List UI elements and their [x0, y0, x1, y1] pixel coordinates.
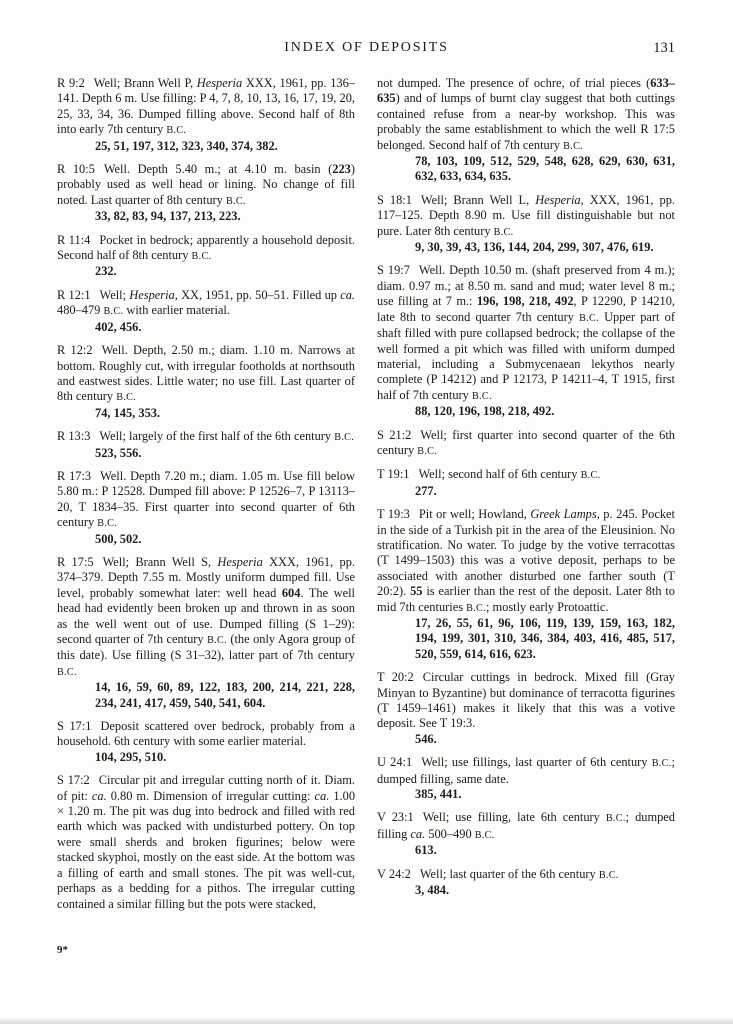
catalogue-numbers: 3, 484. [415, 883, 450, 898]
catalogue-ref-inline: 196, 198, 218, 492 [476, 294, 574, 309]
italic-text: ca. [91, 788, 107, 803]
running-title: INDEX OF DEPOSITS [284, 40, 449, 55]
body-text: B.C. [116, 392, 137, 404]
entry-text [57, 429, 355, 445]
body-text: (the only Agora group of this date). Use filling (S 31–32), latter part of 7th century [57, 632, 355, 663]
scan-edge [0, 1017, 733, 1024]
catalogue-numbers: 78, 103, 109, 512, 529, 548, 628, 629, 630, 631, 632, 633, 634, 635. [415, 154, 675, 184]
deposit-grid-reference: R 9:2 [57, 76, 85, 90]
deposit-entry [57, 162, 355, 225]
catalogue-numbers: 14, 16, 59, 60, 89, 122, 183, 200, 214, 221, 228, 234, 241, 417, 459, 540, 541, 604. [95, 680, 355, 710]
entry-text [377, 263, 675, 404]
body-text: , P 12290, P 14210, late 8th to second quarter 7th century [377, 294, 675, 324]
deposit-grid-reference: R 17:5 [57, 554, 94, 569]
deposit-entry [377, 428, 675, 460]
signature-mark: 9* [57, 944, 68, 956]
left-column [57, 76, 355, 920]
deposit-entry [57, 288, 355, 335]
body-text: ; dumped filling [377, 810, 675, 841]
body-text: B.C. [563, 140, 583, 152]
body-text: ) and of lumps of burnt clay suggest that both cuttings contained refuse from a near-by workshop. This was probably the same establishment to which the well R 17:5 belonged. Second half of 7th century [377, 91, 675, 152]
entry-text [377, 428, 675, 460]
catalogue-numbers: 500, 502. [95, 531, 142, 546]
entry-text [57, 233, 355, 265]
body-text: B.C. [417, 445, 438, 457]
deposit-entry [57, 233, 355, 280]
body-text: Well; Brann Well P, [93, 76, 197, 90]
body-text: B.C. [651, 758, 672, 770]
body-text: Deposit scattered over bedrock, probably from a household. 6th century with some earlier material. [57, 719, 355, 749]
body-text: , XX, 1951, pp. 50–51. Filled up [174, 287, 341, 302]
deposit-entry [57, 469, 355, 547]
entry-text [377, 507, 675, 616]
deposit-grid-reference: R 12:2 [57, 343, 93, 358]
page-number: 131 [653, 40, 675, 56]
body-text: B.C. [225, 195, 246, 207]
entry-text [57, 719, 355, 750]
entry-text [377, 755, 675, 787]
text-columns [57, 76, 676, 920]
deposit-grid-reference: R 13:3 [57, 429, 91, 444]
body-text: Well. Depth 5.40 m.; at 4.10 m. basin ( [103, 162, 333, 177]
deposit-entry [377, 670, 675, 747]
body-text: Well. Depth, 2.50 m.; diam. 1.10 m. Narrows at bottom. Roughly cut, with irregular footholds at northsouth and eastwest sides. Little water; no use fill. Last quarter of 8th century [57, 343, 356, 404]
italic-text: Hesperia [217, 554, 263, 569]
deposit-grid-reference: R 17:3 [57, 468, 92, 483]
deposit-grid-reference: S 21:2 [377, 427, 412, 442]
entry-text [377, 467, 675, 483]
deposit-entry [377, 755, 675, 802]
entry-text [377, 867, 675, 883]
deposit-grid-reference: T 20:2 [377, 670, 414, 685]
deposit-entry [377, 263, 675, 419]
entry-text [57, 76, 355, 139]
catalogue-numbers: 277. [415, 483, 437, 498]
deposit-grid-reference: V 24:2 [377, 866, 411, 881]
body-text: with earlier material. [123, 303, 230, 318]
entry-text [377, 76, 675, 154]
deposit-grid-reference: S 17:1 [57, 719, 92, 734]
body-text: B.C. [191, 251, 212, 263]
body-text: Circular pit and irregular cutting north of it. Diam. of pit: [57, 773, 355, 803]
italic-text: Greek Lamps [530, 507, 597, 522]
catalogue-numbers: 9, 30, 39, 43, 136, 144, 204, 299, 307, 476, 619. [415, 240, 654, 255]
italic-text: ca. [314, 788, 330, 803]
page-header [57, 40, 676, 60]
entry-text [377, 193, 675, 240]
body-text: Well; second half of 6th century [418, 467, 581, 482]
entry-text [57, 162, 355, 209]
body-text: Well; [99, 287, 130, 302]
body-text: B.C. [103, 306, 124, 318]
body-text: B.C. [580, 470, 601, 482]
deposit-grid-reference: S 17:2 [57, 773, 90, 788]
deposit-entry [57, 343, 355, 421]
catalogue-numbers: 523, 556. [95, 445, 142, 460]
body-text: B.C. [97, 518, 118, 530]
body-text: B.C. [605, 813, 626, 825]
catalogue-numbers: 33, 82, 83, 94, 137, 213, 223. [95, 209, 241, 224]
body-text: Well; Brann Well L, [420, 192, 536, 207]
body-text: B.C. [598, 869, 619, 881]
body-text: B.C. [207, 635, 227, 646]
deposit-grid-reference: S 19:7 [377, 263, 410, 278]
body-text: Well. Depth 10.50 m. (shaft preserved from 4 m.); diam. 0.97 m.; at 8.50 m. sand and mud; water level 8 m.; use filling at 7 m.: [377, 263, 675, 309]
catalogue-numbers: 88, 120, 196, 198, 218, 492. [415, 404, 555, 419]
italic-text: Hesperia [196, 76, 243, 90]
body-text: , p. 245. Pocket in the side of a Turkish pit in the area of the Eleusinion. No stratification. No water. To judge by the votive terracottas (T 1499–1503) this was a votive deposit, perhaps to be associated with another disturbed one farther south (T 20:2). [377, 507, 675, 599]
deposit-entry [57, 429, 355, 461]
catalogue-ref-inline: 604 [281, 585, 301, 600]
body-text: Well. Depth 7.20 m.; diam. 1.05 m. Use fill below 5.80 m.: P 12528. Dumped fill above: P 12526–7, P 13113–20, T 1834–35. First quarter into second quarter of 6th century [57, 468, 355, 530]
deposit-entry [377, 467, 675, 499]
body-text: Well; last quarter of the 6th century [419, 866, 599, 881]
entry-text [57, 555, 355, 680]
body-text: Well; Brann Well S, [102, 554, 218, 569]
deposit-entry [57, 719, 355, 765]
body-text: B.C. [493, 226, 514, 238]
body-text: Well; use fillings, last quarter of 6th century [421, 755, 652, 770]
entry-text [57, 469, 355, 532]
entry-text [57, 288, 355, 320]
body-text: Pit or well; Howland, [418, 507, 531, 522]
italic-text: Hesperia [129, 287, 175, 302]
deposit-entry [57, 773, 355, 912]
body-text: ; dumped filling, same date. [377, 755, 675, 786]
body-text: B.C. [466, 602, 486, 614]
italic-text: ca. [340, 287, 355, 302]
deposit-grid-reference: V 23:1 [377, 810, 414, 825]
deposit-entry [377, 193, 675, 256]
body-text: ; mostly early Protoattic. [485, 599, 609, 614]
deposit-entry [377, 810, 675, 858]
entry-text [377, 670, 675, 732]
entry-text [57, 343, 355, 406]
catalogue-numbers: 17, 26, 55, 61, 96, 106, 119, 139, 159, 163, 182, 194, 199, 301, 310, 346, 384, 403, 416, 485, 517, 520, 559, 614, 616, 623. [415, 616, 675, 661]
catalogue-numbers: 232. [95, 264, 117, 279]
body-text: B.C. [57, 666, 77, 678]
body-text: , XXX, 1961, pp. 117–125. Depth 8.90 m. Use fill distinguishable but not pure. Later 8th century [377, 192, 675, 238]
body-text: B.C. [166, 125, 187, 137]
deposit-entry [377, 867, 675, 899]
deposit-grid-reference: T 19:1 [377, 467, 410, 482]
body-text: XXX, 1961, pp. 374–379. Depth 7.55 m. Mostly uniform dumped fill. Use level, probably somewhat later: well head [57, 554, 355, 600]
italic-text: ca. [410, 826, 426, 841]
deposit-grid-reference: R 10:5 [57, 162, 95, 177]
body-text: . The well head had evidently been broken up and thrown in as soon as the well went out of use. Dumped filling (S 1–29): second quarter of 7th century [57, 585, 355, 646]
catalogue-ref-inline: 223 [332, 162, 351, 177]
catalogue-numbers: 613. [415, 843, 437, 858]
catalogue-numbers: 104, 295, 510. [95, 749, 167, 764]
entry-text [57, 773, 355, 912]
body-text: not dumped. The presence of ochre, of trial pieces ( [377, 76, 651, 90]
catalogue-numbers: 546. [415, 731, 437, 746]
body-text: B.C. [474, 829, 495, 841]
body-text: ) probably used as well head or lining. No change of fill noted. Last quarter of 8th century [57, 162, 356, 207]
deposit-grid-reference: R 11:4 [57, 232, 91, 247]
body-text: Well; first quarter into second quarter of the 6th century [377, 427, 675, 457]
body-text: Well; largely of the first half of the 6th century [99, 429, 335, 444]
catalogue-numbers: 402, 456. [95, 319, 142, 334]
body-text: 0.80 m. Dimension of irregular cutting: [106, 788, 315, 803]
catalogue-numbers: 385, 441. [415, 787, 462, 802]
deposit-entry [57, 555, 355, 711]
italic-text: Hesperia [535, 192, 581, 207]
catalogue-ref-inline: 633–635 [377, 76, 675, 106]
deposit-entry [57, 76, 355, 154]
right-column [377, 76, 675, 920]
body-text: B.C. [471, 390, 492, 402]
body-text: XXX, 1961, pp. 136–141. Depth 6 m. Use filling: P 4, 7, 8, 10, 13, 16, 17, 19, 20, 25, 33, 34, 36. Dumped filling above. Second half of 8th into early 7th century [57, 76, 355, 137]
body-text: Circular cuttings in bedrock. Mixed fill (Gray Minyan to Byzantine) but dominance of terracotta figurines (T 1459–1461) makes it likely that this was a votive deposit. See T 19:3. [377, 670, 675, 731]
deposit-grid-reference: U 24:1 [377, 755, 413, 770]
body-text: 1.00 × 1.20 m. The pit was dug into bedrock and filled with red earth which was packed with undisturbed pottery. On top were small sherds and broken figurines; below were stacked skyphoi, mostly on the east side. At the bottom was a filling of earth and small stones. The pit was well-cut, perhaps as a bedding for a pithos. The irregular cutting contained a similar filling but the pots were stacked, [57, 788, 356, 911]
body-text: Upper part of shaft filled with pure collapsed bedrock; the collapse of the well formed a pit which was filled with uniform dumped material, including a Submycenaean lekythos nearly complete (P 14212) and P 12173, P 14211–4, T 1915, first half of 7th century [377, 309, 675, 402]
body-text: 480–479 [57, 303, 104, 318]
body-text: is earlier than the rest of the deposit. Later 8th to mid 7th centuries [377, 584, 675, 614]
deposit-entry-continued [377, 76, 675, 185]
body-text: 500–490 [425, 826, 475, 841]
entry-text [377, 810, 675, 843]
deposit-entry [377, 507, 675, 662]
deposit-grid-reference: T 19:3 [377, 507, 410, 522]
catalogue-numbers: 25, 51, 197, 312, 323, 340, 374, 382. [95, 138, 278, 153]
body-text: B.C. [579, 312, 599, 324]
deposit-grid-reference: S 18:1 [377, 192, 412, 207]
catalogue-ref-inline: 55 [410, 584, 423, 599]
body-text: Well; use filling, late 6th century [422, 810, 606, 825]
body-text: Pocket in bedrock; apparently a household deposit. Second half of 8th century [57, 232, 355, 263]
deposit-grid-reference: R 12:1 [57, 287, 91, 302]
body-text: B.C. [334, 432, 355, 444]
catalogue-numbers: 74, 145, 353. [95, 405, 161, 420]
